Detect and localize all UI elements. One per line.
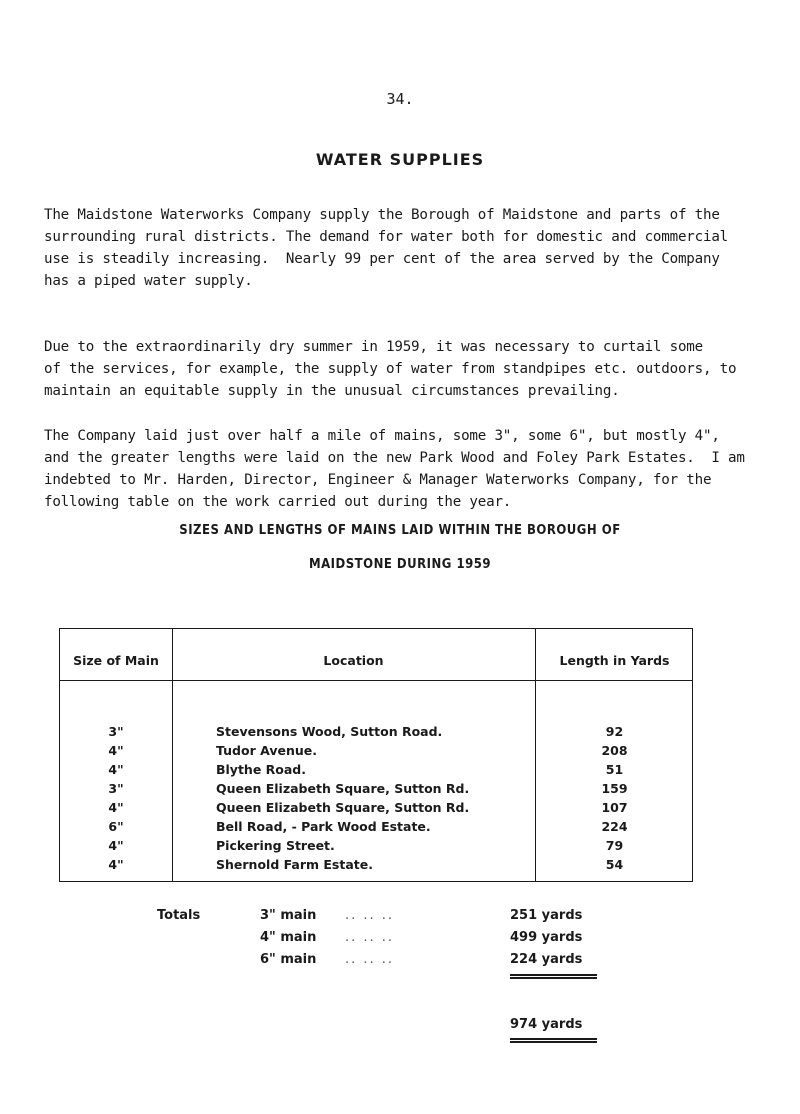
cell-location: Queen Elizabeth Square, Sutton Rd. <box>216 800 470 815</box>
cell-size: 3" <box>108 724 124 739</box>
header-separator <box>60 680 692 681</box>
page-number: 34. <box>386 90 414 108</box>
cell-length: 54 <box>605 857 624 872</box>
total-rule <box>510 977 597 979</box>
cell-size: 4" <box>108 857 124 872</box>
header-size: Size of Main <box>73 653 159 668</box>
table-row <box>60 800 692 819</box>
cell-location: Queen Elizabeth Square, Sutton Rd. <box>216 781 470 796</box>
cell-size: 4" <box>108 762 124 777</box>
totals-value: 251 yards <box>510 908 583 923</box>
cell-length: 51 <box>605 762 624 777</box>
totals-main: 4" main <box>260 930 317 945</box>
cell-length: 107 <box>601 800 628 815</box>
table-row <box>60 819 692 838</box>
section-heading: WATER SUPPLIES <box>315 150 485 169</box>
paragraph-mains-laid: The Company laid just over half a mile of mains, some 3", some 6", but mostly 4", and the greater lengths were laid on the new Park Wood and Foley Park Estates. I am indebted to Mr. Harden, Director, Engineer & Manager Waterworks Company, for the following table on the work carried out during the year. <box>44 428 745 510</box>
cell-location: Bell Road, - Park Wood Estate. <box>216 819 431 834</box>
cell-length: 159 <box>601 781 628 796</box>
cell-size: 4" <box>108 800 124 815</box>
table-row <box>60 857 692 876</box>
cell-length: 208 <box>601 743 628 758</box>
table-row <box>60 762 692 781</box>
mains-table <box>59 628 693 882</box>
totals-leader-dots: .. .. .. <box>345 908 395 923</box>
paragraph-dry-summer: Due to the extraordinarily dry summer in 1959, it was necessary to curtail some of the services, for example, the supply of water from standpipes etc. outdoors, to maintain an equitable supply in the unusual circumstances prevailing. <box>44 339 737 399</box>
totals-main: 3" main <box>260 908 317 923</box>
totals-row <box>0 908 800 928</box>
cell-location: Stevensons Wood, Sutton Road. <box>216 724 443 739</box>
totals-main: 6" main <box>260 952 317 967</box>
totals-label: Totals <box>157 908 201 923</box>
table-row <box>60 781 692 800</box>
total-rule <box>510 974 597 976</box>
totals-value: 499 yards <box>510 930 583 945</box>
totals-leader-dots: .. .. .. <box>345 930 395 945</box>
table-title-line2: MAIDSTONE DURING 1959 <box>308 557 491 572</box>
table-row <box>60 724 692 743</box>
table-row <box>60 743 692 762</box>
header-location: Location <box>323 653 384 668</box>
cell-size: 4" <box>108 743 124 758</box>
cell-location: Shernold Farm Estate. <box>216 857 373 872</box>
table-title-line1: SIZES AND LENGTHS OF MAINS LAID WITHIN THE BOROUGH OF <box>179 523 621 538</box>
paragraph-water-company: The Maidstone Waterworks Company supply the Borough of Maidstone and parts of the surrounding rural districts. The demand for water both for domestic and commercial use is steadily increasing. Nearly 99 per cent of the area served by the Company has a piped water supply. <box>44 207 729 289</box>
cell-location: Tudor Avenue. <box>216 743 317 758</box>
cell-size: 3" <box>108 781 124 796</box>
totals-row <box>0 930 800 950</box>
total-rule <box>510 1041 597 1043</box>
cell-location: Blythe Road. <box>216 762 307 777</box>
totals-value: 224 yards <box>510 952 583 967</box>
cell-length: 79 <box>605 838 624 853</box>
cell-length: 224 <box>601 819 628 834</box>
grand-total: 974 yards <box>510 1017 583 1032</box>
header-length: Length in Yards <box>559 653 670 668</box>
cell-size: 4" <box>108 838 124 853</box>
total-rule <box>510 1038 597 1040</box>
totals-leader-dots: .. .. .. <box>345 952 395 967</box>
cell-length: 92 <box>605 724 624 739</box>
cell-size: 6" <box>108 819 124 834</box>
totals-row <box>0 952 800 972</box>
table-row <box>60 838 692 857</box>
cell-location: Pickering Street. <box>216 838 335 853</box>
